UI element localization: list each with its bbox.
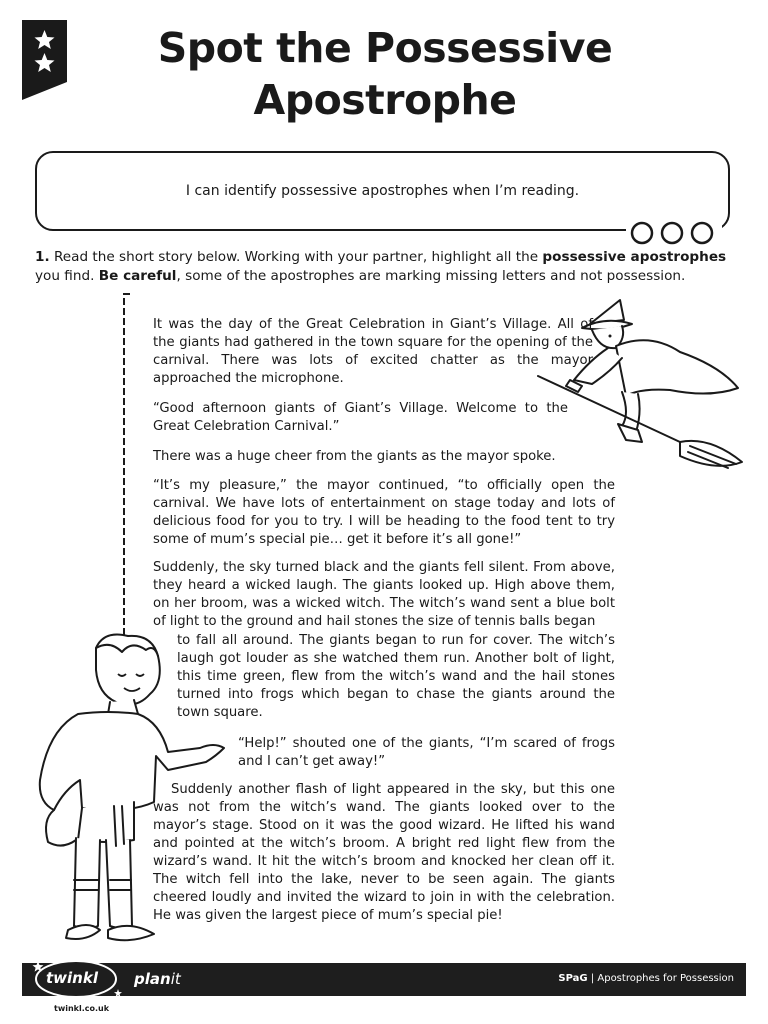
task-instruction (35, 248, 740, 286)
story-block-8 (153, 781, 615, 925)
story-paragraph: It was the day of the Great Celebration in Giant’s Village. All of the giants had gathered in the town square for the opening of the carnival. There was lots of excited chatter as the mayor approached the microphone. (153, 317, 593, 386)
learning-objective-text: I can identify possessive apostrophes when I’m reading. (185, 183, 580, 199)
story-paragraph: to fall all around. The giants began to run for cover. The witch’s laugh got louder as she watched them run. Another bolt of light, this time green, flew from the witch’s wand and the hail stones turned into frogs which began to chase the giants around the town square. (177, 633, 615, 720)
instruction-bold-2: Be careful (98, 268, 177, 284)
page-title (90, 22, 680, 126)
story-paragraph: There was a huge cheer from the giants as the mayor spoke. (153, 449, 556, 464)
story-paragraph: Suddenly another flash of light appeared in the sky, but this one was not from the witch’s wand. The giants looked over to the mayor’s stage. Stood on it was the good wizard. He lifted his wand and pointed at the witch’s broom. A bright red light flew from the wizard’s wand. It hit the witch’s broom and knocked her clean off it. The witch fell into the lake, never to be seen again. The giants cheered loudly and invited the wizard to join in with the celebration. He was given the largest piece of mum’s special pie! (153, 782, 615, 923)
story-block-3 (153, 448, 615, 466)
story-paragraph: Suddenly, the sky turned black and the giants fell silent. From above, they heard a wicked laugh. The giants looked up. High above them, on her broom, was a wicked witch. The witch’s wand sent a blue bolt of light to the ground and hail stones the size of tennis balls began (153, 560, 615, 629)
learning-objective-box (35, 151, 730, 231)
footer-bar (22, 963, 746, 996)
story-block-1 (153, 316, 593, 388)
instruction-text-1: Read the short story below. Working with your partner, highlight all the (49, 249, 543, 265)
title-line-2: Apostrophe (253, 76, 517, 124)
story-block-4 (153, 477, 615, 549)
story-paragraph: “Help!” shouted one of the giants, “I’m scared of frogs and I can’t get away!” (238, 736, 615, 769)
title-line-1: Spot the Possessive (157, 24, 613, 72)
instruction-text-3: , some of the apostrophes are marking missing letters and not possession. (176, 268, 686, 284)
website-url: twinkl.co.uk (54, 1004, 110, 1013)
two-stars-icon (22, 20, 67, 100)
rings-decoration-icon (626, 220, 722, 246)
instruction-bold-1: possessive apostrophes (542, 249, 727, 265)
story-paragraph: “Good afternoon giants of Giant’s Village. Welcome to the Great Celebration Carnival.” (153, 401, 568, 434)
footer-subject: SPaG (558, 973, 588, 984)
planit-it: it (170, 970, 181, 988)
instruction-text-2: you find. (35, 268, 99, 284)
task-number: 1. (35, 249, 50, 265)
story-paragraph: “It’s my pleasure,” the mayor continued, “to officially open the carnival. We have lots of entertainment on stage today and lots of delicious food for you to try. I will be heading to the food tent to try some of mum’s special pie… get it before it’s all gone!” (153, 478, 615, 547)
footer-topic-text: Apostrophes for Possession (597, 973, 734, 984)
planit-brand (134, 970, 181, 988)
footer-separator: | (587, 973, 598, 984)
story-block-5 (153, 559, 615, 631)
story-block-6 (177, 632, 615, 722)
planit-plan: plan (134, 970, 171, 988)
story-block-2 (153, 400, 568, 436)
story-block-7 (238, 735, 615, 771)
footer-topic (558, 973, 734, 984)
twinkl-brand: twinkl (46, 969, 98, 987)
